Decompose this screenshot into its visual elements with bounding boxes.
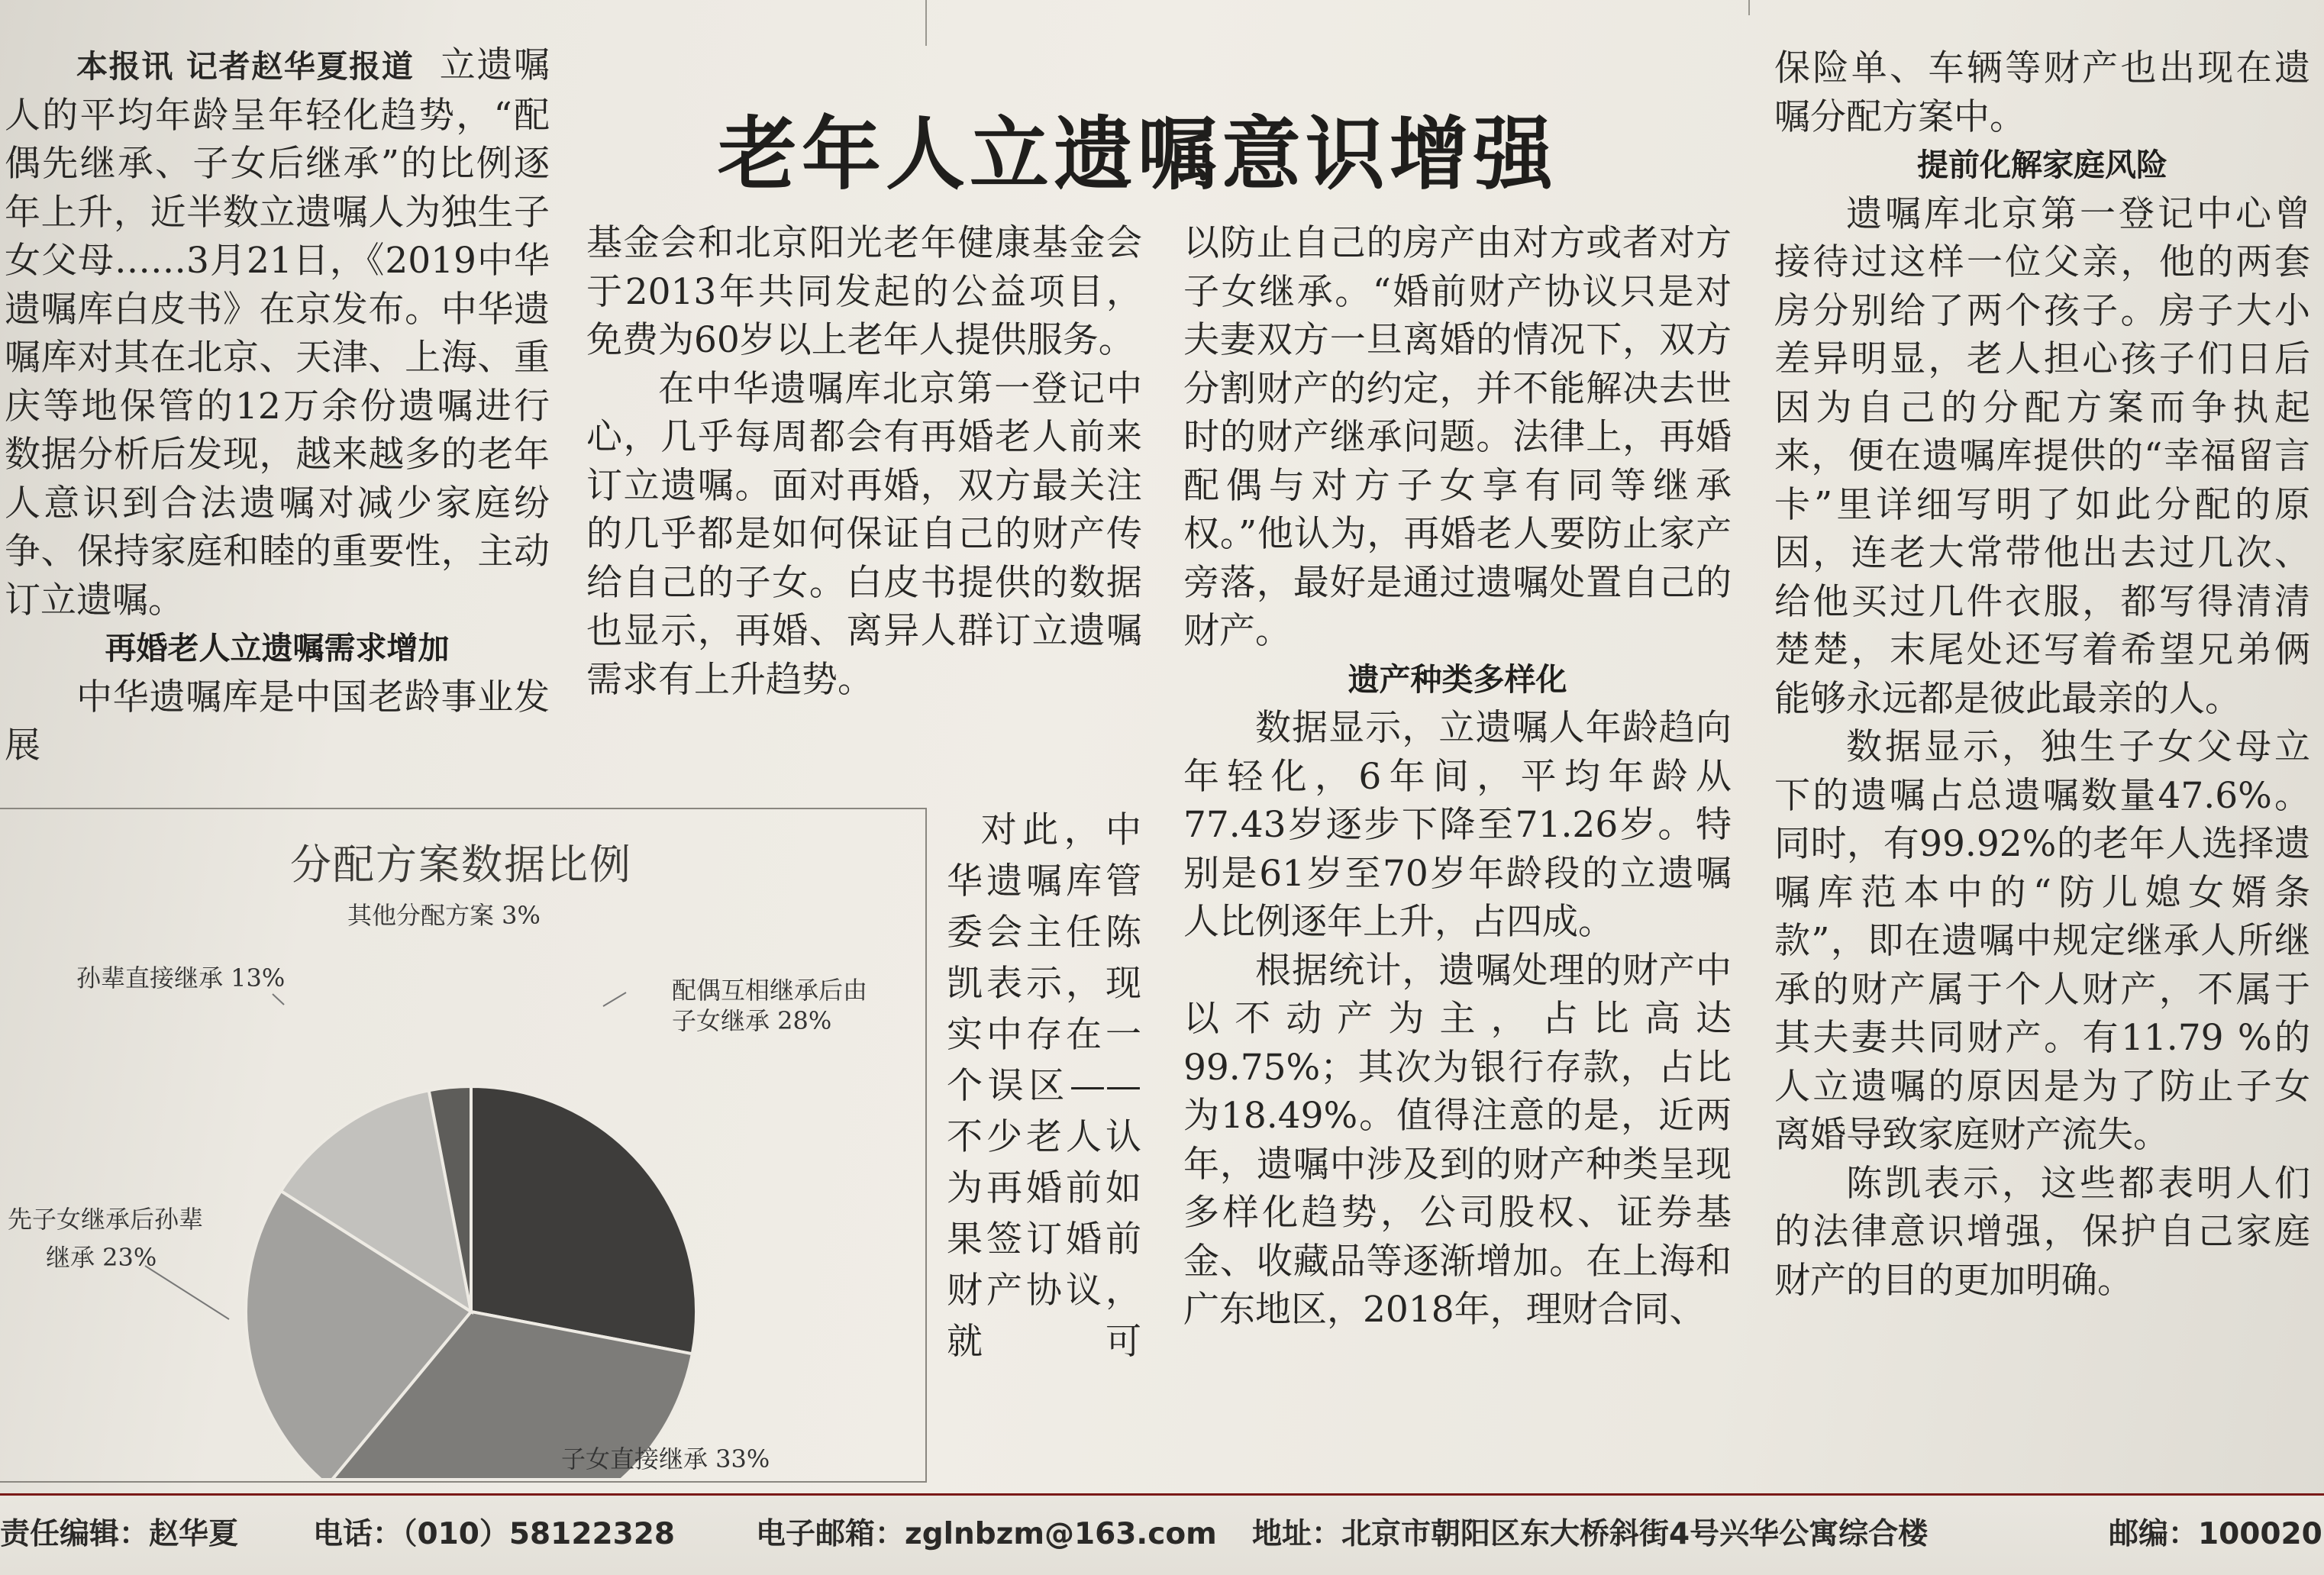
footer-email: 电子邮箱：zglnbzm@163.com xyxy=(756,1517,1217,1551)
headline: 老年人立遗嘱意识增强 xyxy=(718,108,1558,201)
slice-label: 继承 23% xyxy=(46,1243,157,1272)
byline: 本报讯 记者赵华夏报道 xyxy=(76,48,415,85)
footer-phone: 电话：（010）58122328 xyxy=(313,1517,675,1551)
paragraph: 遗嘱库北京第一登记中心曾接待过这样一位父亲，他的两套房分别给了两个孩子。房子大小差异明显，老人担心孩子们日后因为自己的分配方案而争执起来，便在遗嘱库提供的“幸福留言卡”里详细写明了如此分配的原因，连老大常带他出去过几次、给他买过几件衣服，都写得清清楚楚，末尾处还写着希望兄弟俩能够永远都是彼此最亲的人。 xyxy=(1774,192,2310,720)
article-column-2-narrow xyxy=(947,805,1141,1367)
section-heading: 再婚老人立遗嘱需求增加 xyxy=(105,630,450,666)
paragraph: 根据统计，遗嘱处理的财产中以不动产为主，占比高达99.75%；其次为银行存款，占比为18.49%。值得注意的是，近两年，遗嘱中涉及到的财产种类呈现多样化趋势，公司股权、证券基金、收藏品等逐渐增加。在上海和广东地区，2018年，理财合同、 xyxy=(1183,949,1732,1331)
slice-label: 配偶互相继承后由 xyxy=(672,976,868,1005)
leader-line xyxy=(273,994,284,1005)
article-column-3 xyxy=(1183,219,1732,1335)
paragraph: 中华遗嘱库是中国老龄事业发展 xyxy=(5,676,550,767)
paragraph: 数据显示，独生子女父母立下的遗嘱占总遗嘱数量47.6%。同时，有99.92%的老年人选择遗嘱库范本中的“防儿媳女婿条款”，即在遗嘱中规定继承人所继承的财产属于个人财产，不属于其夫妻共同财产。有11.79 %的人立遗嘱的原因是为了防止子女离婚导致家庭财产流失。 xyxy=(1774,726,2310,1156)
paragraph: 以防止自己的房产由对方或者对方子女继承。“婚前财产协议只是对夫妻双方一旦离婚的情况下，双方分割财产的约定，并不能解决去世时的财产继承问题。法律上，再婚配偶与对方子女享有同等继承权。”他认为，再婚老人要防止家产旁落，最好是通过遗嘱处置自己的财产。 xyxy=(1183,222,1732,652)
section-heading: 提前化解家庭风险 xyxy=(1917,147,2167,183)
column-rule xyxy=(1748,0,1750,15)
pie-chart xyxy=(0,809,925,1478)
article-column-1 xyxy=(5,41,550,770)
section-heading: 遗产种类多样化 xyxy=(1348,660,1567,698)
leader-line xyxy=(145,1266,229,1319)
intro-text: 立遗嘱人的平均年龄呈年轻化趋势，“配偶先继承、子女后继承”的比例逐年上升，近半数立遗嘱人为独生子女父母……3月21日，《2019中华遗嘱库白皮书》在京发布。中华遗嘱库对其在北京、天津、上海、重庆等地保管的12万余份遗嘱进行数据分析后发现，越来越多的老年人意识到合法遗嘱对减少家庭纷争、保持家庭和睦的重要性，主动订立遗嘱。 xyxy=(5,44,550,621)
footer-zip: 邮编：100020 xyxy=(2109,1517,2322,1551)
paragraph: 对此，中华遗嘱库管委会主任陈凯表示，现实中存在一个误区——不少老人认为再婚前如果签订婚前财产协议，就可 xyxy=(947,809,1141,1363)
paragraph: 在中华遗嘱库北京第一登记中心，几乎每周都会有再婚老人前来订立遗嘱。面对再婚，双方最关注的几乎都是如何保证自己的财产传给自己的子女。白皮书提供的数据也显示，再婚、离异人群订立遗嘱需求有上升趋势。 xyxy=(586,367,1142,701)
paragraph: 基金会和北京阳光老年健康基金会于2013年共同发起的公益项目，免费为60岁以上老年人提供服务。 xyxy=(586,222,1142,361)
article-column-4 xyxy=(1774,44,2310,1305)
footer-address: 地址：北京市朝阳区东大桥斜街4号兴华公寓综合楼 xyxy=(1252,1517,1929,1551)
slice-label: 子女直接继承 33% xyxy=(561,1444,770,1473)
footer-editor: 责任编辑：赵华夏 xyxy=(0,1517,239,1551)
slice-label: 先子女继承后孙辈 xyxy=(8,1205,204,1234)
chart-title: 分配方案数据比例 xyxy=(290,841,632,889)
paragraph: 保险单、车辆等财产也出现在遗嘱分配方案中。 xyxy=(1774,47,2310,138)
slice-label: 孙辈直接继承 13% xyxy=(76,963,286,992)
article-column-2 xyxy=(586,219,1142,704)
paragraph: 数据显示，立遗嘱人年龄趋向年轻化，6年间，平均年龄从77.43岁逐步下降至71.26岁。特别是61岁至70岁年龄段的立遗嘱人比例逐年上升，占四成。 xyxy=(1183,707,1732,943)
paragraph: 陈凯表示，这些都表明人们的法律意识增强，保护自己家庭财产的目的更加明确。 xyxy=(1774,1162,2310,1302)
pie-slice xyxy=(471,1086,696,1354)
column-rule xyxy=(925,0,927,46)
leader-line xyxy=(603,992,626,1006)
slice-label: 其他分配方案 3% xyxy=(347,901,541,930)
slice-label: 子女继承 28% xyxy=(672,1006,832,1035)
